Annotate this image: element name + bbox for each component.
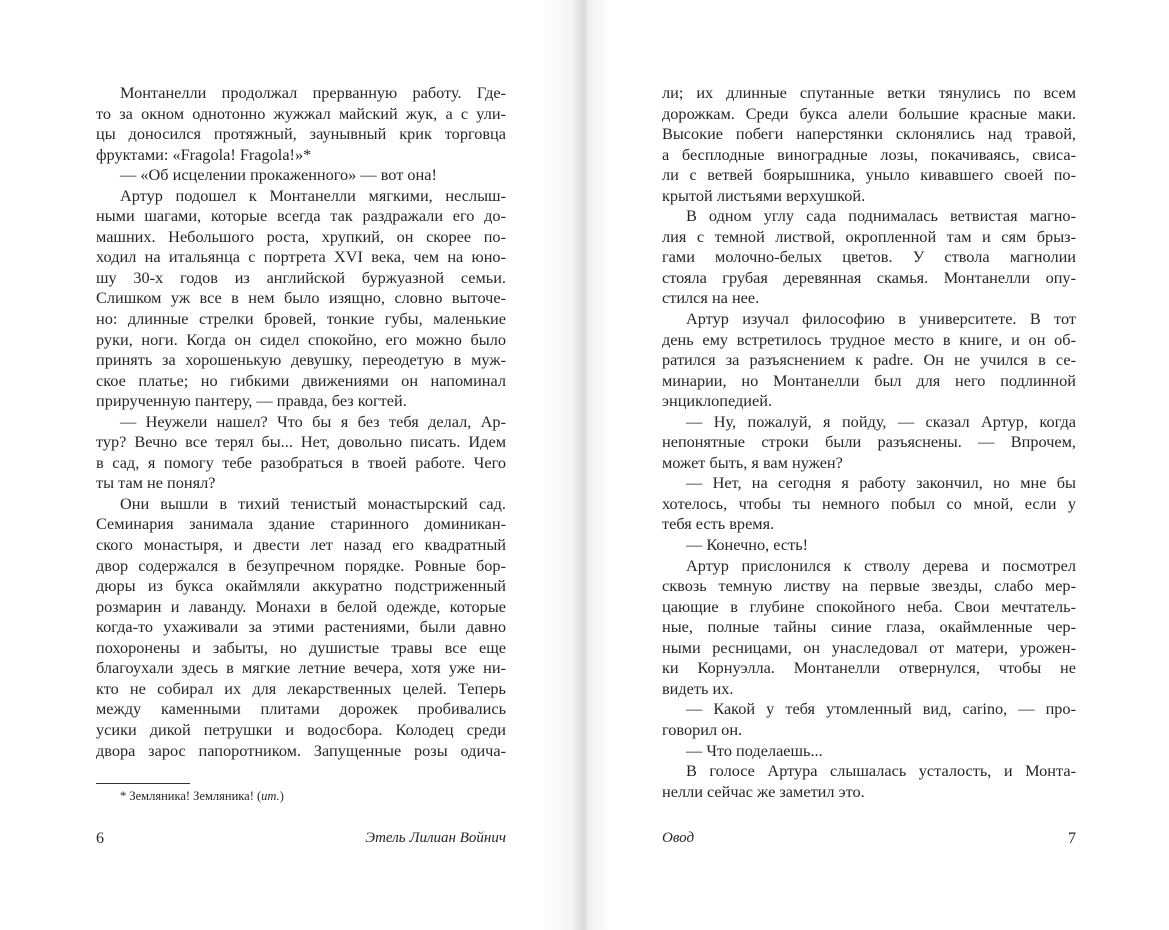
text-line: ты там не понял? (96, 473, 216, 493)
text-line: гами молочно-белых цветов. У ствола магнолии (662, 247, 1076, 267)
text-line: нелли сейчас же заметил это. (662, 781, 865, 801)
text-line: ли; их длинные спутанные ветки тянулись по всем (662, 83, 1076, 102)
text-line: — Неужели нашел? Что бы я без тебя делал, Ар- (120, 411, 506, 431)
text-line: говорил он. (662, 719, 743, 739)
text-line: машних. Небольшого роста, хрупкий, он скорее по- (96, 226, 506, 246)
text-line: Артур прислонился к стволу дерева и посмотрел (686, 555, 1076, 575)
text-line: принять за хорошенькую девушку, переодетую в муж- (96, 350, 506, 370)
text-line: видеть их. (662, 678, 734, 698)
text-line: может быть, я вам нужен? (662, 452, 843, 472)
text-line: а бесплодные виноградные лозы, покачиваясь, свиса- (662, 144, 1076, 164)
left-page-text (96, 83, 506, 761)
text-line: тур? Вечно все терял бы... Нет, довольно писать. Идем (96, 432, 506, 452)
text-line: — Конечно, есть! (686, 535, 809, 555)
text-line: шу 30-х годов из английской буржуазной семьи. (96, 267, 506, 287)
running-head-author: Этель Лилиан Войнич (365, 830, 506, 846)
text-line: Монтанелли продолжал прерванную работу. Где- (120, 83, 506, 102)
text-line: в сад, я помогу тебе разобраться в твоей работе. Чего (96, 452, 506, 472)
text-line: ское платье; но гибкими движениями он напоминал (96, 370, 506, 390)
text-line: между каменными плитами дорожек пробивались (96, 699, 506, 719)
text-line: энциклопедией. (662, 391, 773, 411)
text-line: минарии, но Монтанелли был для него подлинной (662, 370, 1076, 390)
text-line: стился на нее. (662, 288, 760, 308)
text-line: дорожкам. Среди букса алели большие красные маки. (662, 103, 1076, 123)
text-line: двора зарос папоротником. Запущенные розы одича- (96, 740, 506, 760)
text-line: двор содержался в безупречном порядке. Ровные бор- (96, 555, 506, 575)
text-line: ратился за разъяснением к padre. Он не учился в се- (662, 350, 1076, 370)
text-line: ными шагами, которые всегда так раздражали его до- (96, 206, 506, 226)
text-line: хотелось, чтобы ты немного побыл со мной, если у (662, 493, 1076, 513)
text-line: когда-то ухаживали за этими растениями, были давно (96, 617, 506, 637)
text-line: цы доносился протяжный, заунывный крик торговца (96, 124, 506, 144)
page-number-right: 7 (1068, 830, 1076, 847)
text-line: фруктами: «Fragola! Fragola!»* (96, 144, 312, 164)
book-gutter-shadow (540, 0, 610, 930)
text-line: Семинария занимала здание старинного доминикан- (96, 514, 506, 534)
text-line: крытой листьями верхушкой. (662, 185, 866, 205)
text-line: Они вышли в тихий тенистый монастырский сад. (120, 493, 506, 513)
text-line: ли с ветвей боярышника, уныло кивавшего своей по- (662, 165, 1076, 185)
text-line: — Нет, на сегодня я работу закончил, но мне бы (686, 473, 1076, 493)
text-line: ского монастыря, и двести лет назад его квадратный (96, 535, 506, 555)
text-line: — Какой у тебя утомленный вид, carino, — про- (686, 699, 1076, 719)
footnote-close: ) (279, 789, 284, 803)
text-line: ные, полные тайны синие глаза, окаймленные чер- (662, 617, 1076, 637)
text-line: прирученную пантеру, — правда, без когтей. (96, 391, 407, 411)
text-line: В одном углу сада поднималась ветвистая магно- (686, 206, 1076, 226)
text-line: но: длинные стрелки бровей, тонкие губы, маленькие (96, 309, 506, 329)
text-line: — Что поделаешь... (686, 740, 823, 760)
text-line: Слишком уж все в нем было изящно, словно выточе- (96, 288, 506, 308)
text-line: стояла грубая деревянная скамья. Монтанелли опу- (662, 267, 1076, 287)
footnote-text: * Земляника! Земляника! ( (120, 789, 262, 803)
text-line: руки, ноги. Когда он сидел спокойно, его можно было (96, 329, 506, 349)
text-line: Высокие побеги наперстянки склонялись над травой, (662, 124, 1076, 144)
text-line: ными ресницами, он унаследовал от матери, урожен- (662, 637, 1076, 657)
text-line: цающие в глубине спокойного неба. Свои мечтатель- (662, 596, 1076, 616)
text-line: непонятные строки были разъяснены. — Впрочем, (662, 432, 1076, 452)
text-line: похоронены и забыты, но душистые травы все еще (96, 637, 506, 657)
text-line: розмарин и лаванду. Монахи в белой одежде, которые (96, 596, 506, 616)
text-line: В голосе Артура слышалась усталость, и Монта- (686, 761, 1076, 781)
text-line: Артур подошел к Монтанелли мягкими, неслыш- (120, 185, 506, 205)
text-line: сквозь темную листву на первые звезды, слабо мер- (662, 576, 1076, 596)
text-line: ходил на итальянца с портрета XVI века, чем на юно- (96, 247, 506, 267)
footnote (120, 789, 284, 804)
text-line: то за окном однотонно жужжал майский жук, а с ули- (96, 103, 506, 123)
text-line: — Ну, пожалуй, я пойду, — сказал Артур, когда (686, 411, 1076, 431)
right-page-text (662, 83, 1076, 802)
text-line: тебя есть время. (662, 514, 775, 534)
text-line: лия с темной листвой, окропленной там и сям брыз- (662, 226, 1076, 246)
text-line: кто не собирал их для лекарственных целей. Теперь (96, 678, 506, 698)
text-line: благоухали здесь в мягкие летние вечера, хотя уже ни- (96, 658, 506, 678)
footnote-abbr: ит. (261, 789, 280, 803)
page-number-left: 6 (96, 830, 104, 847)
text-line: день ему встретилось трудное место в книге, и он об- (662, 329, 1076, 349)
running-head-title: Овод (662, 830, 695, 846)
text-line: — «Об исцелении прокаженного» — вот она! (120, 165, 437, 185)
text-line: Артур изучал философию в университете. В тот (686, 309, 1076, 329)
text-line: ки Корнуэлла. Монтанелли отвернулся, чтобы не (662, 658, 1076, 678)
text-line: усики дикой петрушки и водосбора. Колодец среди (96, 719, 506, 739)
text-line: дюры из букса окаймляли аккуратно подстриженный (96, 576, 506, 596)
footnote-rule (96, 783, 190, 784)
